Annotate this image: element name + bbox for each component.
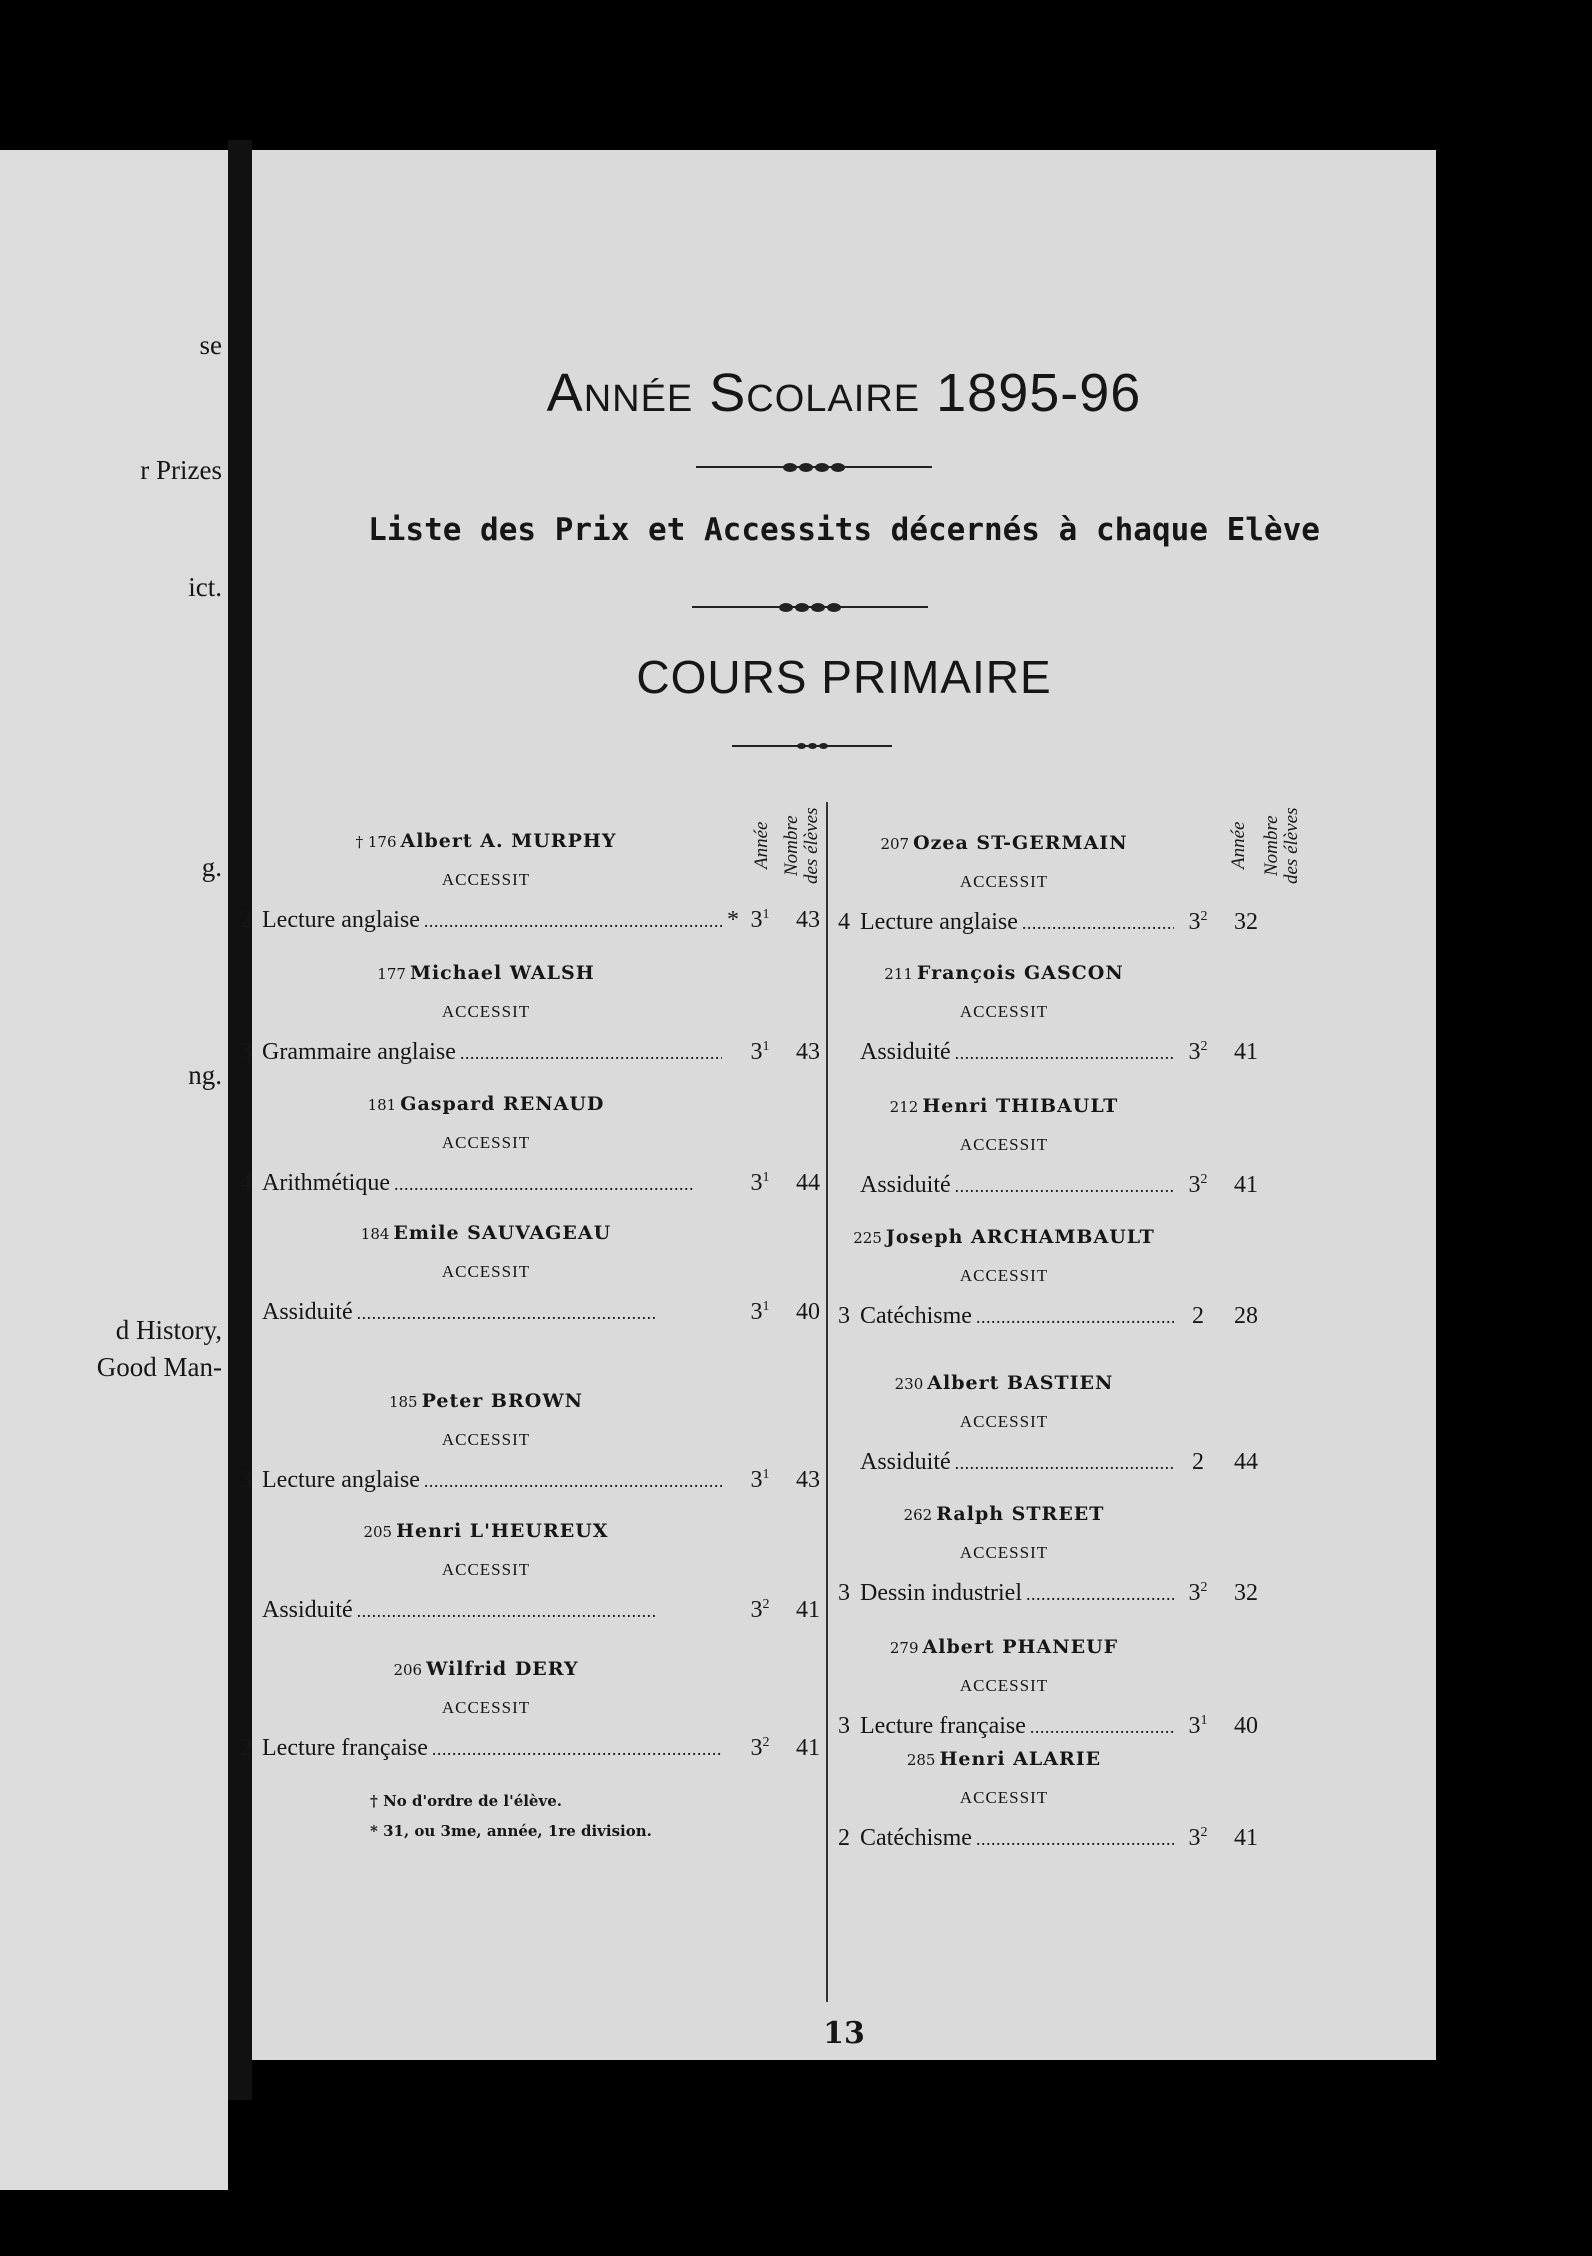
facing-page-text: se: [199, 330, 222, 360]
student-name: [844, 1095, 1164, 1117]
prize-subject: Lecture française: [262, 1735, 428, 1761]
student-number: 181: [367, 1096, 397, 1114]
leader-dots: [976, 1821, 1174, 1856]
leader-dots: [357, 1593, 722, 1628]
leader-dots: [976, 1299, 1174, 1334]
student-name: [246, 1658, 726, 1680]
facing-page-text: d History,: [115, 1315, 222, 1345]
prize-subject: Assiduité: [860, 1449, 951, 1475]
award-type: ACCESSIT: [441, 1430, 531, 1449]
award-type: ACCESSIT: [441, 1560, 531, 1579]
student-count: 28: [1234, 1303, 1258, 1329]
leader-dots: [424, 1463, 722, 1498]
student-count: 44: [796, 1170, 820, 1196]
student-name-text: Joseph ARCHAMBAULT: [885, 1226, 1155, 1248]
award-type: ACCESSIT: [441, 870, 531, 889]
facing-page-text: ict.: [188, 572, 222, 602]
subtitle-ornament: [692, 601, 928, 613]
school-year: [740, 898, 780, 937]
prize-rank: 4: [240, 1170, 252, 1196]
section-ornament: [732, 740, 892, 752]
school-year-value: 3: [1188, 1713, 1201, 1739]
prize-subject: Catéchisme: [860, 1825, 972, 1851]
prize-rank: 3: [838, 1303, 850, 1329]
student-name: [246, 1222, 726, 1244]
prize-subject: Catéchisme: [860, 1303, 972, 1329]
award-type: ACCESSIT: [441, 1133, 531, 1152]
school-year: [1178, 1440, 1218, 1479]
school-year-value: 2: [1192, 1449, 1204, 1475]
leader-dots: [432, 1731, 722, 1766]
school-division: 1: [762, 1299, 770, 1314]
student-name-text: Henri L'HEUREUX: [396, 1520, 609, 1542]
student-number: 177: [377, 965, 406, 983]
left-count-header-2: des élèves: [801, 807, 822, 885]
prize-rank: 3: [240, 1039, 252, 1065]
book-gutter: [228, 140, 252, 2100]
school-year-value: 3: [1188, 909, 1201, 935]
school-division: 1: [762, 1039, 770, 1054]
student-name: [844, 1636, 1164, 1658]
title-ornament: [696, 461, 932, 473]
award-type: ACCESSIT: [959, 872, 1049, 891]
student-name-text: Ozea ST-GERMAIN: [913, 832, 1128, 854]
school-year: [1178, 1704, 1218, 1743]
prize-subject: Lecture anglaise: [860, 909, 1018, 935]
facing-page-text: g.: [201, 852, 222, 882]
school-division: 2: [762, 1735, 770, 1750]
school-year: [1178, 1294, 1218, 1333]
prize-line: [838, 1163, 1258, 1197]
facing-page-text: r Prizes: [140, 455, 222, 485]
student-name-text: Wilfrid DERY: [426, 1658, 579, 1680]
leader-dots: [460, 1035, 722, 1070]
student-name: [246, 1520, 726, 1542]
student-count: 41: [1234, 1039, 1258, 1065]
school-division: 2: [762, 1597, 770, 1612]
school-year: [740, 1458, 780, 1497]
prize-subject: Assiduité: [860, 1172, 951, 1198]
student-number: † 176: [355, 833, 397, 851]
prize-line: [240, 1161, 820, 1195]
school-division: 1: [762, 1170, 770, 1185]
student-name-text: François GASCON: [916, 962, 1124, 984]
student-name-text: Albert BASTIEN: [927, 1372, 1114, 1394]
student-name-text: Emile SAUVAGEAU: [393, 1222, 612, 1244]
school-year: [1178, 1571, 1218, 1610]
student-name: [246, 830, 726, 852]
prize-line: [838, 1030, 1258, 1064]
school-division: 2: [1200, 1039, 1208, 1054]
student-name-text: Henri THIBAULT: [922, 1095, 1119, 1117]
prize-subject: Lecture française: [860, 1713, 1026, 1739]
school-year-value: 3: [750, 1170, 763, 1196]
prize-line: [240, 1030, 820, 1064]
school-year-value: 3: [750, 907, 763, 933]
prize-subject: Assiduité: [860, 1039, 951, 1065]
student-count: 41: [1234, 1825, 1258, 1851]
prize-line: [240, 1458, 820, 1492]
prize-line: [240, 1588, 820, 1622]
student-name-text: Henri ALARIE: [939, 1748, 1102, 1770]
prize-rank: 3: [838, 1713, 850, 1739]
prize-rank: 4: [838, 909, 850, 935]
student-name-text: Albert A. MURPHY: [400, 830, 617, 852]
student-number: 230: [894, 1375, 924, 1393]
left-count-header-1: Nombre: [781, 815, 802, 877]
student-name: [844, 1226, 1164, 1248]
leader-dots: [955, 1168, 1174, 1203]
school-year-value: 3: [750, 1467, 763, 1493]
school-division: 2: [1200, 1825, 1208, 1840]
student-number: 184: [360, 1225, 390, 1243]
school-year: [1178, 1163, 1218, 1202]
award-type: ACCESSIT: [441, 1002, 531, 1021]
school-division: 1: [762, 907, 770, 922]
prize-rank: 2: [240, 907, 252, 933]
right-count-header-1: Nombre: [1261, 815, 1282, 877]
student-name: [246, 1093, 726, 1115]
student-count: 41: [796, 1597, 820, 1623]
school-year-value: 3: [1188, 1825, 1201, 1851]
leader-dots: [1026, 1576, 1174, 1611]
school-year: [740, 1588, 780, 1627]
school-year-value: 3: [750, 1597, 763, 1623]
award-type: ACCESSIT: [959, 1266, 1049, 1285]
student-name: [246, 1390, 726, 1412]
school-year-value: 3: [1188, 1580, 1201, 1606]
school-division: 2: [1200, 1580, 1208, 1595]
right-count-header: [1262, 798, 1302, 894]
award-type: ACCESSIT: [959, 1412, 1049, 1431]
student-number: 279: [889, 1639, 919, 1657]
school-year-value: 3: [1188, 1039, 1201, 1065]
facing-page-text: ng.: [188, 1060, 222, 1090]
prize-line: [240, 898, 820, 932]
student-number: 205: [363, 1523, 393, 1541]
page-title-text: Année Scolaire: [546, 363, 921, 423]
page-title: [252, 362, 1436, 424]
student-number: 206: [393, 1661, 423, 1679]
student-count: 32: [1234, 1580, 1258, 1606]
student-name: [246, 962, 726, 984]
right-count-header-2: des élèves: [1281, 807, 1302, 885]
leader-dots: [394, 1166, 722, 1201]
student-name-text: Albert PHANEUF: [922, 1636, 1119, 1658]
prize-subject: Arithmétique: [262, 1170, 390, 1196]
prize-line: [838, 900, 1258, 934]
prize-line: [240, 1290, 820, 1324]
student-number: 185: [388, 1393, 418, 1411]
school-year: [1178, 1030, 1218, 1069]
leader-dots: [1022, 905, 1174, 940]
prize-rank: 3: [838, 1580, 850, 1606]
school-year-value: 3: [750, 1735, 763, 1761]
student-count: 43: [796, 907, 820, 933]
prize-line: [240, 1726, 820, 1760]
prize-line: [838, 1704, 1258, 1738]
award-type: ACCESSIT: [441, 1698, 531, 1717]
award-type: ACCESSIT: [959, 1676, 1049, 1695]
school-division: 1: [1200, 1713, 1208, 1728]
footnote-mark: *: [727, 907, 739, 933]
school-year: [740, 1161, 780, 1200]
prize-line: [838, 1816, 1258, 1850]
footnote-dagger: † No d'ordre de l'élève.: [370, 1792, 562, 1810]
leader-dots: [955, 1445, 1174, 1480]
right-year-header: Année: [1228, 821, 1249, 870]
student-count: 44: [1234, 1449, 1258, 1475]
footnote-asterisk: * 31, ou 3me, année, 1re division.: [370, 1822, 652, 1840]
column-divider: [826, 802, 828, 2002]
page-title-year: 1895-96: [936, 363, 1142, 423]
prize-subject: Lecture anglaise: [262, 1467, 420, 1493]
leader-dots: [1030, 1709, 1174, 1744]
prize-subject: Dessin industriel: [860, 1580, 1022, 1606]
student-name: [844, 832, 1164, 854]
student-count: 43: [796, 1467, 820, 1493]
prize-subject: Assiduité: [262, 1597, 353, 1623]
prize-line: [838, 1571, 1258, 1605]
student-count: 40: [1234, 1713, 1258, 1739]
award-type: ACCESSIT: [959, 1543, 1049, 1562]
award-type: ACCESSIT: [441, 1262, 531, 1281]
leader-dots: [357, 1295, 722, 1330]
school-year: [1178, 900, 1218, 939]
school-year-value: 2: [1192, 1303, 1204, 1329]
student-name: [844, 1748, 1164, 1770]
student-name-text: Ralph STREET: [936, 1503, 1105, 1525]
prize-rank: 2: [838, 1825, 850, 1851]
facing-page-text: Good Man-: [96, 1352, 222, 1382]
student-number: 212: [889, 1098, 919, 1116]
left-count-header: [782, 798, 822, 894]
school-year: [740, 1726, 780, 1765]
school-division: 2: [1200, 1172, 1208, 1187]
student-name: [844, 962, 1164, 984]
school-year-value: 3: [750, 1039, 763, 1065]
prize-rank: 2: [240, 1735, 252, 1761]
student-name: [844, 1372, 1164, 1394]
student-count: 41: [796, 1735, 820, 1761]
student-number: 211: [884, 965, 913, 983]
school-division: 2: [1200, 909, 1208, 924]
student-number: 207: [880, 835, 910, 853]
page-subtitle: Liste des Prix et Accessits décernés à chaque Elève: [368, 512, 1320, 548]
student-number: 285: [906, 1751, 936, 1769]
award-type: ACCESSIT: [959, 1002, 1049, 1021]
section-title: COURS PRIMAIRE: [636, 651, 1052, 703]
school-year: [740, 1290, 780, 1329]
school-year: [1178, 1816, 1218, 1855]
school-division: 1: [762, 1467, 770, 1482]
student-number: 225: [853, 1229, 882, 1247]
student-count: 41: [1234, 1172, 1258, 1198]
award-type: ACCESSIT: [959, 1135, 1049, 1154]
school-year-value: 3: [750, 1299, 763, 1325]
award-type: ACCESSIT: [959, 1788, 1049, 1807]
prize-subject: Lecture anglaise: [262, 907, 420, 933]
prize-line: [838, 1440, 1258, 1474]
prize-subject: Grammaire anglaise: [262, 1039, 456, 1065]
facing-page-fragment: [0, 150, 228, 2190]
leader-dots: [424, 903, 722, 938]
document-page: [240, 150, 1436, 2060]
student-count: 32: [1234, 909, 1258, 935]
school-year-value: 3: [1188, 1172, 1201, 1198]
leader-dots: [955, 1035, 1174, 1070]
page-number: 13: [823, 2016, 865, 2051]
student-count: 43: [796, 1039, 820, 1065]
prize-rank: 3: [240, 1467, 252, 1493]
school-year: [740, 1030, 780, 1069]
left-year-header: Année: [751, 821, 772, 870]
prize-subject: Assiduité: [262, 1299, 353, 1325]
student-number: 262: [903, 1506, 933, 1524]
student-name-text: Michael WALSH: [409, 962, 595, 984]
student-count: 40: [796, 1299, 820, 1325]
student-name-text: Peter BROWN: [421, 1390, 584, 1412]
student-name-text: Gaspard RENAUD: [400, 1093, 605, 1115]
student-name: [844, 1503, 1164, 1525]
prize-line: [838, 1294, 1258, 1328]
